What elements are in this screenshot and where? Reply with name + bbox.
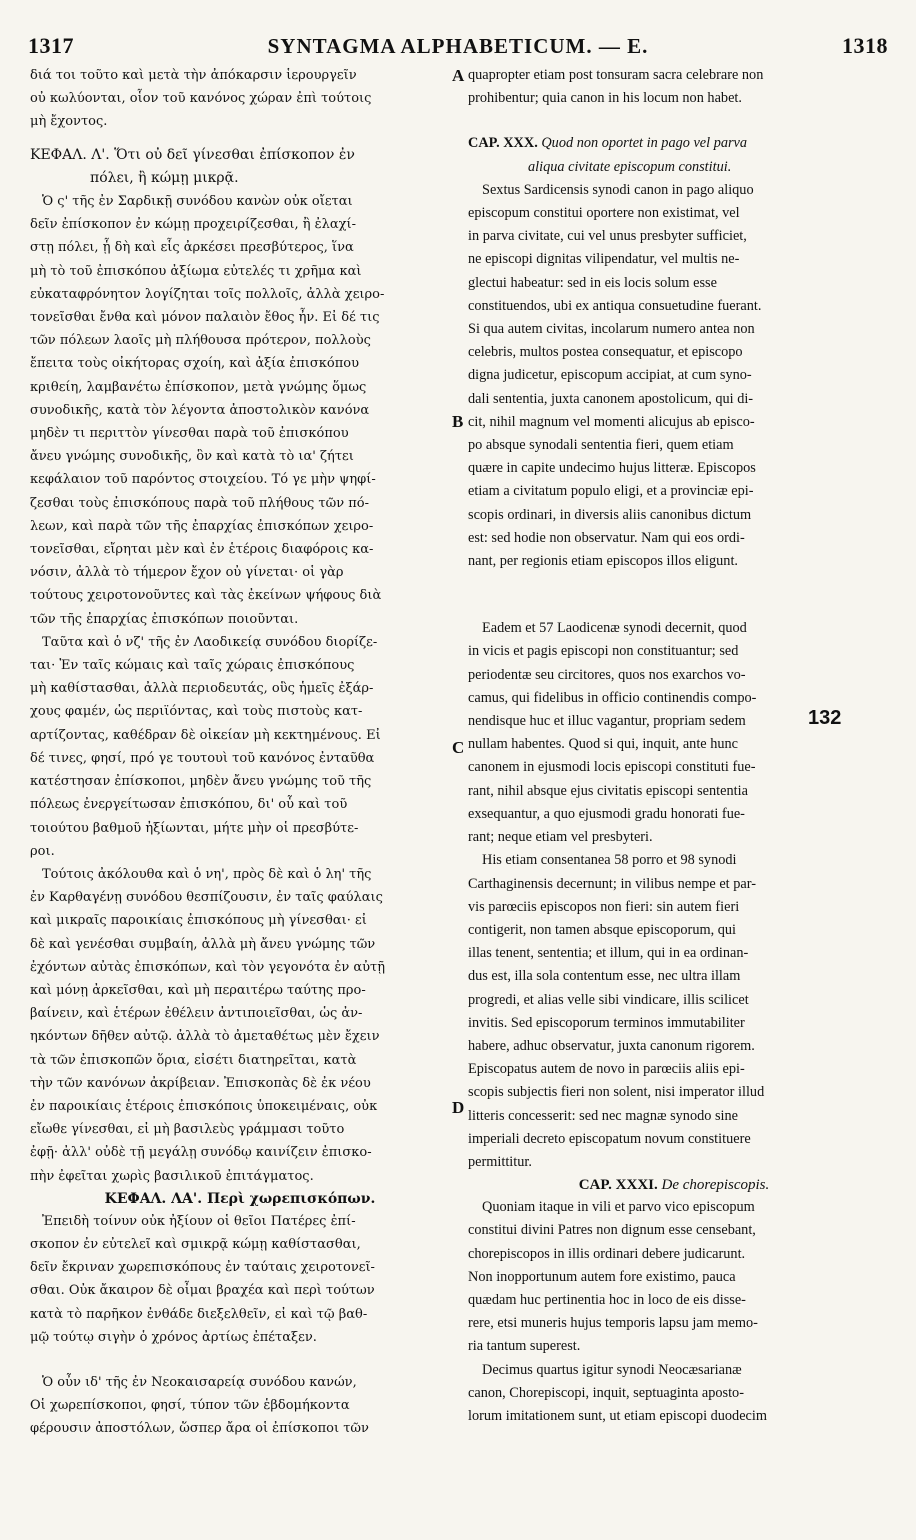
text-line: Ἐπειδὴ τοίνυν οὐκ ἠξίουν οἱ θεῖοι Πατέρες ἐπί- <box>42 1213 356 1229</box>
text-line: Ταῦτα καὶ ὁ νζ' τῆς ἐν Λαοδικείᾳ συνόδου διορίζε- <box>42 634 378 650</box>
text-line: etiam a civitatum populo eligi, et a provinciæ epi- <box>468 483 754 500</box>
text-line: episcopum constitui oportere non existimat, vel <box>468 205 740 222</box>
text-line: Si qua autem civitas, incolarum numero antea non <box>468 321 755 338</box>
text-line: dus est, illa sola contentum esse, nec ultra illam <box>468 968 741 985</box>
chapter-number: CAP. XXX. <box>468 135 538 152</box>
text-line: illas tenent, sententia; et illum, qui in ea ordinan- <box>468 945 749 962</box>
text-line: Carthaginensis decernunt; in vilibus nempe et par- <box>468 875 756 892</box>
greek-column <box>30 64 450 1441</box>
text-line: Quoniam itaque in vili et parvo vico episcopum <box>482 1199 755 1216</box>
text-line: ἄνευ γνώμης συνοδικῆς, ὃν καὶ κατὰ τὸ ια' ζήτει <box>30 449 354 465</box>
text-line: ηκόντων δῆθεν αὐτῷ. ἀλλὰ τὸ ἀμεταθέτως μὲν ἔχειν <box>30 1029 380 1045</box>
text-line: ria tantum superest. <box>468 1338 581 1355</box>
text-line: χους φαμέν, ὡς περιϊόντας, καὶ τοὺς πιστοὺς κατ- <box>30 704 363 720</box>
text-line: camus, qui fidelibus in officio continendis compo- <box>468 689 757 706</box>
text-line: Episcopatus autem de novo in parœciis aliis epi- <box>468 1061 745 1078</box>
text-line: quædam huc pertinentia hoc in loco de eis disse- <box>468 1291 746 1308</box>
text-line: στῃ πόλει, ᾗ δὴ καὶ εἷς ἀρκέσει πρεσβύτερος, ἵνα <box>30 240 354 256</box>
text-line: prohibentur; quia canon in his locum non habet. <box>468 90 742 107</box>
text-line: τὴν τῶν κανόνων ἀκρίβειαν. Ἐπισκοπὰς δὲ ἐκ νέου <box>30 1075 371 1091</box>
text-line: permittitur. <box>468 1153 532 1170</box>
page-number-left: 1317 <box>28 33 74 58</box>
text-line: chorepiscopos in illis ordinari debere judicarunt. <box>468 1245 746 1262</box>
latin-paragraph-2 <box>468 617 880 849</box>
running-header <box>28 28 888 64</box>
text-line: cit, nihil magnum vel momenti alicujus ab episco- <box>468 413 755 430</box>
text-line: canon, Chorepiscopi, inquit, septuaginta aposto- <box>468 1384 744 1401</box>
text-line: canonem in ejusmodi locis episcopi constituti fue- <box>468 759 756 776</box>
text-line: ne episcopi dignitas vilipendatur, vel multis ne- <box>468 251 740 268</box>
text-line: scopis ordinari, in diversis aliis canonibus dictum <box>468 506 752 523</box>
text-line: τῶν πόλεων λαοῖς μὴ πλήθουσα πρότερον, πολλοὺς <box>30 333 371 349</box>
latin-column <box>468 64 880 1428</box>
text-line: periodentæ seu circitores, quos nos exarchos vo- <box>468 666 746 683</box>
text-line: nendisque huc et illuc vagantur, propriam sedem <box>468 713 746 730</box>
text-line: ἐν Καρθαγένῃ συνόδου θεσπίζουσιν, ἐν ταῖς φαύλαις <box>30 890 383 906</box>
text-line: Ὁ ς' τῆς ἐν Σαρδικῇ συνόδου κανὼν οὐκ οἴεται <box>42 194 353 210</box>
latin-paragraph-5 <box>468 1359 880 1429</box>
text-line: rant, nihil absque ejus civitatis episcopi sententia <box>468 782 748 799</box>
text-line: πόλεως ἐνεργείτωσαν ἐπισκόπου, δι' οὗ καὶ τοῦ <box>30 797 348 813</box>
latin-paragraph-3 <box>468 849 880 1174</box>
text-line: διά τοι τοῦτο καὶ μετὰ τὴν ἀπόκαρσιν ἱερουργεῖν <box>30 68 357 83</box>
text-line: ἐχόντων αὐτὰς ἐπισκόπων, καὶ τὸν γεγονότα ἐν αὐτῇ <box>30 959 386 975</box>
chapter-title: aliqua civitate episcopum constitui. <box>528 158 732 175</box>
text-line: μηδὲν τι περιττὸν γίνεσθαι παρὰ τοῦ ἐπισκόπου <box>30 426 349 442</box>
text-line: φέρουσιν ἀποστόλων, ὥσπερ ἄρα οἱ ἐπίσκοποι τῶν <box>30 1421 369 1437</box>
text-line: δὲ καὶ γενέσθαι συμβαίη, ἀλλὰ μὴ ἄνευ γνώμης τῶν <box>30 936 376 952</box>
text-line: nullam habentes. Quod si qui, inquit, ante hunc <box>468 736 739 753</box>
text-line: πὴν ἐφεῖται χωρὶς βασιλικοῦ ἐπιτάγματος. <box>30 1168 314 1184</box>
text-line: ἐφῇ· ἀλλ' οὐδὲ τῇ μεγάλῃ συνόδῳ καινίζειν ἐπισκο- <box>30 1145 372 1161</box>
text-line: constitui divini Patres non dignum esse censebant, <box>468 1222 756 1239</box>
text-line: τὰ τῶν ἐπισκοπῶν ὅρια, εἰσέτι διατηρεῖται, κατὰ <box>30 1052 357 1068</box>
text-line: invitis. Sed episcoporum terminos immutabiliter <box>468 1014 745 1031</box>
text-line: εὐκαταφρόνητον λογίζηται τοῖς πολλοῖς, ἀλλὰ χειρο- <box>30 286 385 302</box>
margin-letter-a: A <box>452 66 465 85</box>
text-line: μῷ τούτῳ σιγὴν ὁ χρόνος ἀρτίως ἐπέταξεν. <box>30 1329 317 1345</box>
text-line: ζεσθαι τοὺς ἐπισκόπους παρὰ τοῦ πλήθους τῶν πό- <box>30 495 370 511</box>
chapter-title: De chorepiscopis. <box>661 1177 770 1194</box>
greek-paragraph-0 <box>30 64 450 134</box>
text-line: in parva civitate, cui vel unus presbyter sufficiet, <box>468 228 747 245</box>
text-line: βαίνειν, καὶ ἑτέρων ἐθέλειν ἀντιποιεῖσθαι, ὡς ἀν- <box>30 1006 363 1022</box>
text-line: celebris, multos postea consequatur, et episcopo <box>468 344 743 361</box>
text-line: καὶ μικραῖς παροικίαις ἐπισκόπους μὴ γίνεσθαι· εἰ <box>30 913 367 929</box>
text-line: scopis subjectis fieri non solent, nisi imperator illud <box>468 1084 765 1101</box>
greek-paragraph-4 <box>30 1210 450 1349</box>
text-line: lorum imitationem sunt, ut etiam episcopi duodecim <box>468 1407 767 1424</box>
text-line: imperiali decreto episcopatum novum constituere <box>468 1130 751 1147</box>
latin-paragraph-0 <box>468 64 880 110</box>
greek-chapter-31-heading: ΚΕΦΑΛ. ΛΑ'. Περὶ χωρεπισκόπων. <box>104 1190 376 1207</box>
text-line: constituendos, ubi ex antiqua consuetudine fuerant. <box>468 297 762 314</box>
text-line: progredi, et alias velle sibi vindicare, illis scilicet <box>468 991 749 1008</box>
text-line: quapropter etiam post tonsuram sacra celebrare non <box>468 67 764 83</box>
text-line: dali sententia, juxta canonem apostolicum, qui di- <box>468 390 754 407</box>
text-line: po absque synodali sententia fieri, quem etiam <box>468 437 734 454</box>
latin-paragraph-1 <box>468 179 880 573</box>
text-line: μὴ ἔχοντος. <box>30 114 108 130</box>
text-line: τῶν τῆς ἐπαρχίας ἐπισκόπων ποιοῦνται. <box>30 611 299 627</box>
text-line: τονεῖσθαι ἔνθα καὶ μόνον παλαιὸν ἔθος ἦν. Εἰ δέ τις <box>30 310 380 326</box>
text-line: τοιούτου βαθμοῦ ἠξίωνται, μήτε μὴν οἱ πρεσβύτε- <box>30 820 359 836</box>
text-line: αρτίζοντας, καθέδραν δὲ οἰκείαν μὴ κεκτημένους. Εἰ <box>30 727 381 743</box>
text-line: ται· Ἐν ταῖς κώμαις καὶ ταῖς χώραις ἐπισκόπους <box>30 658 355 674</box>
text-line: σκοπον ἐν εὐτελεῖ καὶ σμικρᾷ κώμῃ καθίστασθαι, <box>30 1236 361 1252</box>
text-line: ἔπειτα τοὺς οἰκήτορας σχοίη, καὶ ἀξία ἐπισκόπου <box>30 356 360 372</box>
running-title: SYNTAGMA ALPHABETICUM. — E. <box>267 33 649 58</box>
margin-letter-d: D <box>452 1098 465 1117</box>
text-line: καὶ μόνῃ ἀρκεῖσθαι, καὶ μὴ περαιτέρω ταύτης προ- <box>30 982 366 998</box>
text-line: κατέστησαν ἐπίσκοποι, μηδὲν ἄνευ γνώμης τοῦ τῆς <box>30 774 372 790</box>
page-number-right: 1318 <box>841 33 888 58</box>
latin-paragraph-4 <box>468 1196 880 1358</box>
text-line: litteris concesserit: sed nec magnæ synodo sine <box>468 1107 738 1124</box>
text-line: rere, etsi muneris hujus temporis lapsu jam memo- <box>468 1315 758 1332</box>
text-line: in vicis et pagis episcopi non constituantur; sed <box>468 643 739 660</box>
text-line: Τούτοις ἀκόλουθα καὶ ὁ νη', πρὸς δὲ καὶ ὁ λη' τῆς <box>42 866 372 882</box>
greek-paragraph-2 <box>30 631 450 863</box>
text-line: Decimus quartus igitur synodi Neocæsarianæ <box>482 1361 742 1378</box>
greek-paragraph-5 <box>30 1371 450 1441</box>
text-line: ΚΕΦΑΛ. Λ'. Ὅτι οὐ δεῖ γίνεσθαι ἐπίσκοπον ἐν <box>30 146 355 163</box>
text-line: κατὰ τὸ παρῆκον ἐνθάδε διεξελθεῖν, εἰ καὶ τῷ βαθ- <box>30 1306 368 1322</box>
latin-chapter-31-heading <box>468 1174 880 1196</box>
text-line: est: sed hodie non observatur. Nam qui eos ordi- <box>468 529 745 546</box>
text-line: τούτους χειροτονοῦντες καὶ τὰς ἐκείνων ψήφους διὰ <box>30 588 382 604</box>
greek-paragraph-3 <box>30 863 450 1188</box>
text-line: νόσιν, ἀλλὰ τὸ τήμερον ἔχον οὐ γίνεται· οἱ γὰρ <box>30 565 344 581</box>
text-line: κριθείη, λαμβανέτω ἐπίσκοπον, μετὰ γνώμης ὅμως <box>30 379 367 395</box>
greek-chapter-30-heading <box>30 144 450 190</box>
margin-letter-c: C <box>452 738 465 757</box>
text-line: ροι. <box>30 843 55 859</box>
text-line: nant, per regionis etiam episcopos illos eligunt. <box>468 553 739 570</box>
latin-chapter-30-heading <box>468 132 880 178</box>
text-line: contigerit, non tamen absque episcoporum, qui <box>468 921 737 938</box>
text-line: σθαι. Οὐκ ἄκαιρον δὲ οἶμαι βραχέα καὶ περὶ τούτων <box>30 1283 375 1299</box>
text-line: rant; neque etiam vel presbyteri. <box>468 829 653 846</box>
greek-paragraph-1 <box>30 190 450 631</box>
text-line: Sextus Sardicensis synodi canon in pago aliquo <box>482 181 754 198</box>
text-line: κεφάλαιον τοῦ παρόντος στοιχείου. Τό γε μὴν ψηφί- <box>30 472 376 488</box>
text-line: quære in capite undecimo hujus litteræ. Episcopos <box>468 460 756 477</box>
text-line: λεων, καὶ παρὰ τῶν τῆς ἐπαρχίας ἐπισκόπων χειρο- <box>30 518 374 534</box>
text-line: μὴ καθίστασθαι, ἀλλὰ περιοδευτάς, οὓς ἡμεῖς ἐξάρ- <box>30 681 374 697</box>
text-line: συνοδικῆς, κατὰ τὸν λέγοντα ἀποστολικὸν κανόνα <box>30 402 370 418</box>
text-line: οὐ κωλύονται, οἷον τοῦ κανόνος χώραν ἐπὶ τούτοις <box>30 91 372 107</box>
text-line: glectui habeatur: sed in eis locis solum esse <box>468 274 717 291</box>
text-line: Ὁ οὖν ιδ' τῆς ἐν Νεοκαισαρείᾳ συνόδου κανών, <box>42 1374 357 1390</box>
text-line: τονεῖσθαι, εἴρηται μὲν καὶ ἐν ἑτέροις διαφόροις κα- <box>30 542 374 558</box>
text-line: πόλει, ἢ κώμῃ μικρᾷ. <box>90 169 239 186</box>
text-line: vis parœciis episcopos non fieri: sin autem fieri <box>468 898 740 915</box>
text-line: ἐν παροικίαις ἑτέροις ἐπισκόποις ὑποκειμέναις, οὐκ <box>30 1098 378 1114</box>
chapter-number: CAP. XXXI. <box>578 1177 658 1194</box>
margin-letter-b: B <box>452 412 464 431</box>
original-page-number: 132 <box>808 707 842 729</box>
text-line: εἴωθε γίνεσθαι, εἰ μὴ βασιλεὺς γράμμασι τοῦτο <box>30 1122 345 1138</box>
text-line: Eadem et 57 Laodicenæ synodi decernit, quod <box>482 620 747 637</box>
text-line: Non inopportunum autem fore existimo, pauca <box>468 1268 736 1285</box>
text-line: δεῖν ἐπίσκοπον ἐν κώμῃ προχειρίζεσθαι, ἢ ἐλαχί- <box>30 217 357 233</box>
chapter-title: Quod non oportet in pago vel parva <box>541 135 748 152</box>
text-line: habere, adhuc observatur, juxta canonum rigorem. <box>468 1037 755 1054</box>
text-line: His etiam consentanea 58 porro et 98 synodi <box>482 852 737 869</box>
text-line: μὴ τὸ τοῦ ἐπισκόπου ἀξίωμα εὐτελές τι χρῆμα καὶ <box>30 263 362 279</box>
text-line: δεῖν ἔκριναν χωρεπισκόπους ἐν ταύταις χειροτονεῖ- <box>30 1260 375 1276</box>
text-line: Οἱ χωρεπίσκοποι, φησί, τύπον τῶν ἑβδομήκοντα <box>30 1398 350 1414</box>
text-line: δέ τινες, φησί, πρό γε τουτουὶ τοῦ κανόνος ἐνταῦθα <box>30 750 375 766</box>
text-line: digna judicetur, episcopum accipiat, at cum syno- <box>468 367 752 384</box>
text-line: exsequantur, a quo ejusmodi gradu honorati fue- <box>468 805 745 822</box>
